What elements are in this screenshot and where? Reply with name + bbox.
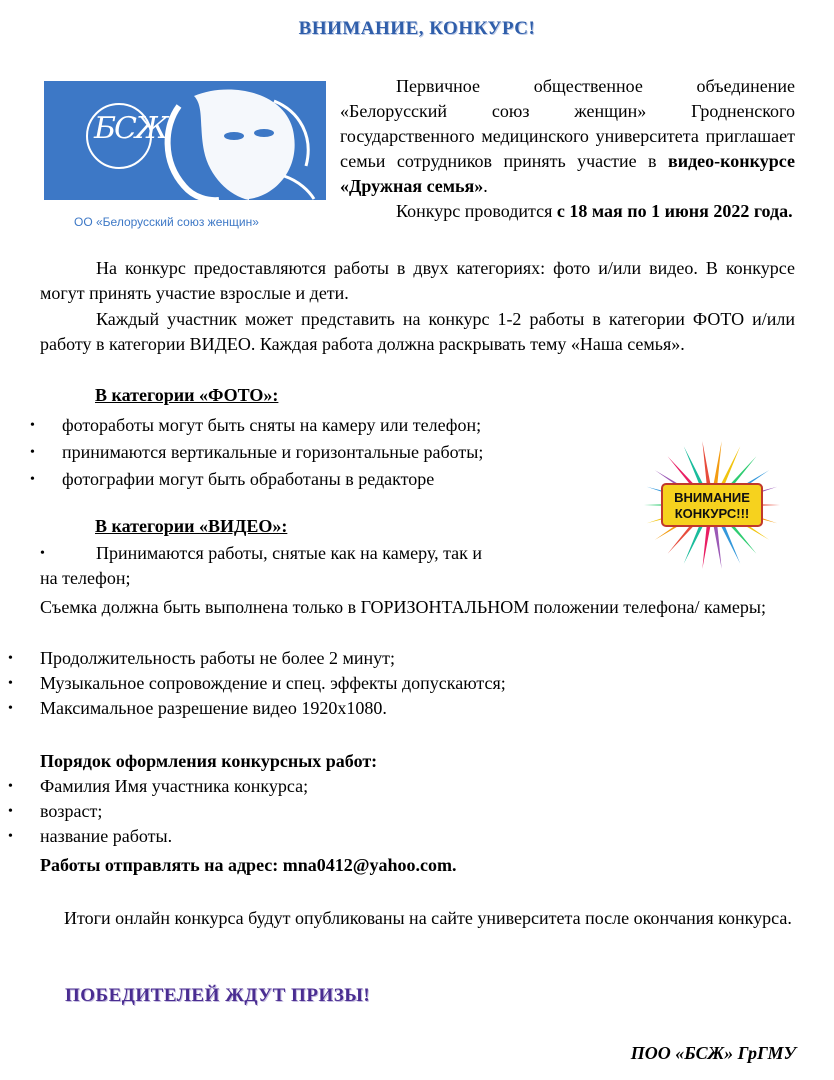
photo-category-title: В категории «ФОТО»: — [95, 385, 279, 405]
bullet-icon: • — [30, 445, 35, 460]
intro-p1-end: . — [483, 176, 488, 196]
intro-paragraph-2 — [340, 199, 795, 224]
logo-caption-strip — [44, 200, 326, 238]
bszh-logo — [44, 81, 326, 238]
video-rule-continuation: на телефон; — [40, 568, 131, 588]
intro-p2-text: Конкурс проводится — [396, 201, 557, 221]
list-item — [0, 646, 780, 671]
order-item-text: возраст; — [40, 801, 103, 821]
results-paragraph: Итоги онлайн конкурса будут опубликованы на сайте университета после окончания конкурса. — [64, 908, 792, 928]
logo-caption: ОО «Белорусский союз женщин» — [74, 215, 259, 229]
list-item — [0, 824, 780, 849]
winners-banner: ПОБЕДИТЕЛЕЙ ЖДУТ ПРИЗЫ! — [65, 985, 371, 1006]
contest-dates: с 18 мая по 1 июня 2022 года. — [556, 201, 793, 221]
video-rules-list — [0, 646, 780, 721]
badge-ray — [713, 441, 722, 487]
contest-name: видео-конкурсе «Дружная семья» — [340, 151, 795, 196]
order-title: Порядок оформления конкурсных работ: — [40, 751, 378, 771]
badge-ray — [719, 521, 740, 564]
badge-ray — [713, 523, 722, 569]
list-item — [0, 696, 780, 721]
photo-rule-text: фотографии могут быть обработаны в редакторе — [62, 469, 435, 489]
order-item-text: название работы. — [40, 826, 173, 846]
video-rule-text: Музыкальное сопровождение и спец. эффекты допускаются; — [40, 673, 506, 693]
video-first-item — [40, 541, 620, 591]
signature: ПОО «БСЖ» ГрГМУ — [630, 1043, 796, 1063]
video-orientation-text: Съемка должна быть выполнена только в ГОРИЗОНТАЛЬНОМ положении телефона/ камеры; — [40, 597, 766, 617]
list-item — [0, 467, 620, 492]
badge-ray — [702, 523, 711, 569]
order-list — [0, 774, 780, 849]
video-category-title: В категории «ВИДЕО»: — [95, 516, 288, 536]
bullet-icon: • — [8, 779, 13, 794]
video-rule-text: Принимаются работы, снятые как на камеру, так и — [96, 543, 483, 563]
badge-ray — [702, 441, 711, 487]
photo-rules-list — [0, 413, 620, 492]
badge-line-1: ВНИМАНИЕ — [674, 490, 750, 505]
bullet-icon: • — [30, 472, 35, 487]
badge-ray — [684, 446, 705, 489]
categories-paragraph: На конкурс предоставляются работы в двух категориях: фото и/или видео. В конкурсе могут принять участие взрослые и дети. — [40, 258, 795, 303]
page-title: ВНИМАНИЕ, КОНКУРС! — [298, 18, 536, 39]
video-rule-text: Продолжительность работы не более 2 минут; — [40, 648, 396, 668]
intro-p1-text: Первичное общественное объединение «Белорусский союз женщин» Гродненского государственного медицинского университета приглашает семьи сотрудников принять участие в — [340, 76, 795, 171]
video-rule-text: Максимальное разрешение видео 1920х1080. — [40, 698, 387, 718]
order-item-text: Фамилия Имя участника конкурса; — [40, 776, 309, 796]
send-address: Работы отправлять на адрес: mna0412@yahoo.com. — [40, 855, 457, 875]
badge-line-2: КОНКУРС!!! — [674, 506, 750, 521]
badge-ray — [684, 521, 705, 564]
attention-contest-badge — [630, 436, 795, 576]
bullet-icon: • — [8, 651, 13, 666]
list-item — [0, 774, 780, 799]
starburst-icon — [630, 436, 795, 576]
intro-paragraph-1 — [340, 74, 795, 199]
list-item — [40, 541, 620, 566]
photo-rule-text: фотоработы могут быть сняты на камеру или телефон; — [62, 415, 482, 435]
participation-paragraph: Каждый участник может представить на конкурс 1-2 работы в категории ФОТО и/или работу в категории ВИДЕО. Каждая работа должна раскрывать тему «Наша семья». — [40, 309, 795, 354]
bullet-icon: • — [8, 804, 13, 819]
list-item — [0, 671, 780, 696]
bullet-icon: • — [8, 676, 13, 691]
list-item — [0, 413, 620, 438]
list-item — [0, 799, 780, 824]
photo-rule-text: принимаются вертикальные и горизонтальные работы; — [62, 442, 484, 462]
bullet-icon: • — [8, 701, 13, 716]
bullet-icon: • — [8, 829, 13, 844]
bullet-icon: • — [30, 418, 35, 433]
intro-text — [340, 74, 795, 224]
logo-monogram: БСЖ — [94, 111, 167, 146]
list-item — [0, 440, 620, 465]
bullet-icon: • — [40, 546, 45, 561]
badge-ray — [719, 446, 740, 489]
